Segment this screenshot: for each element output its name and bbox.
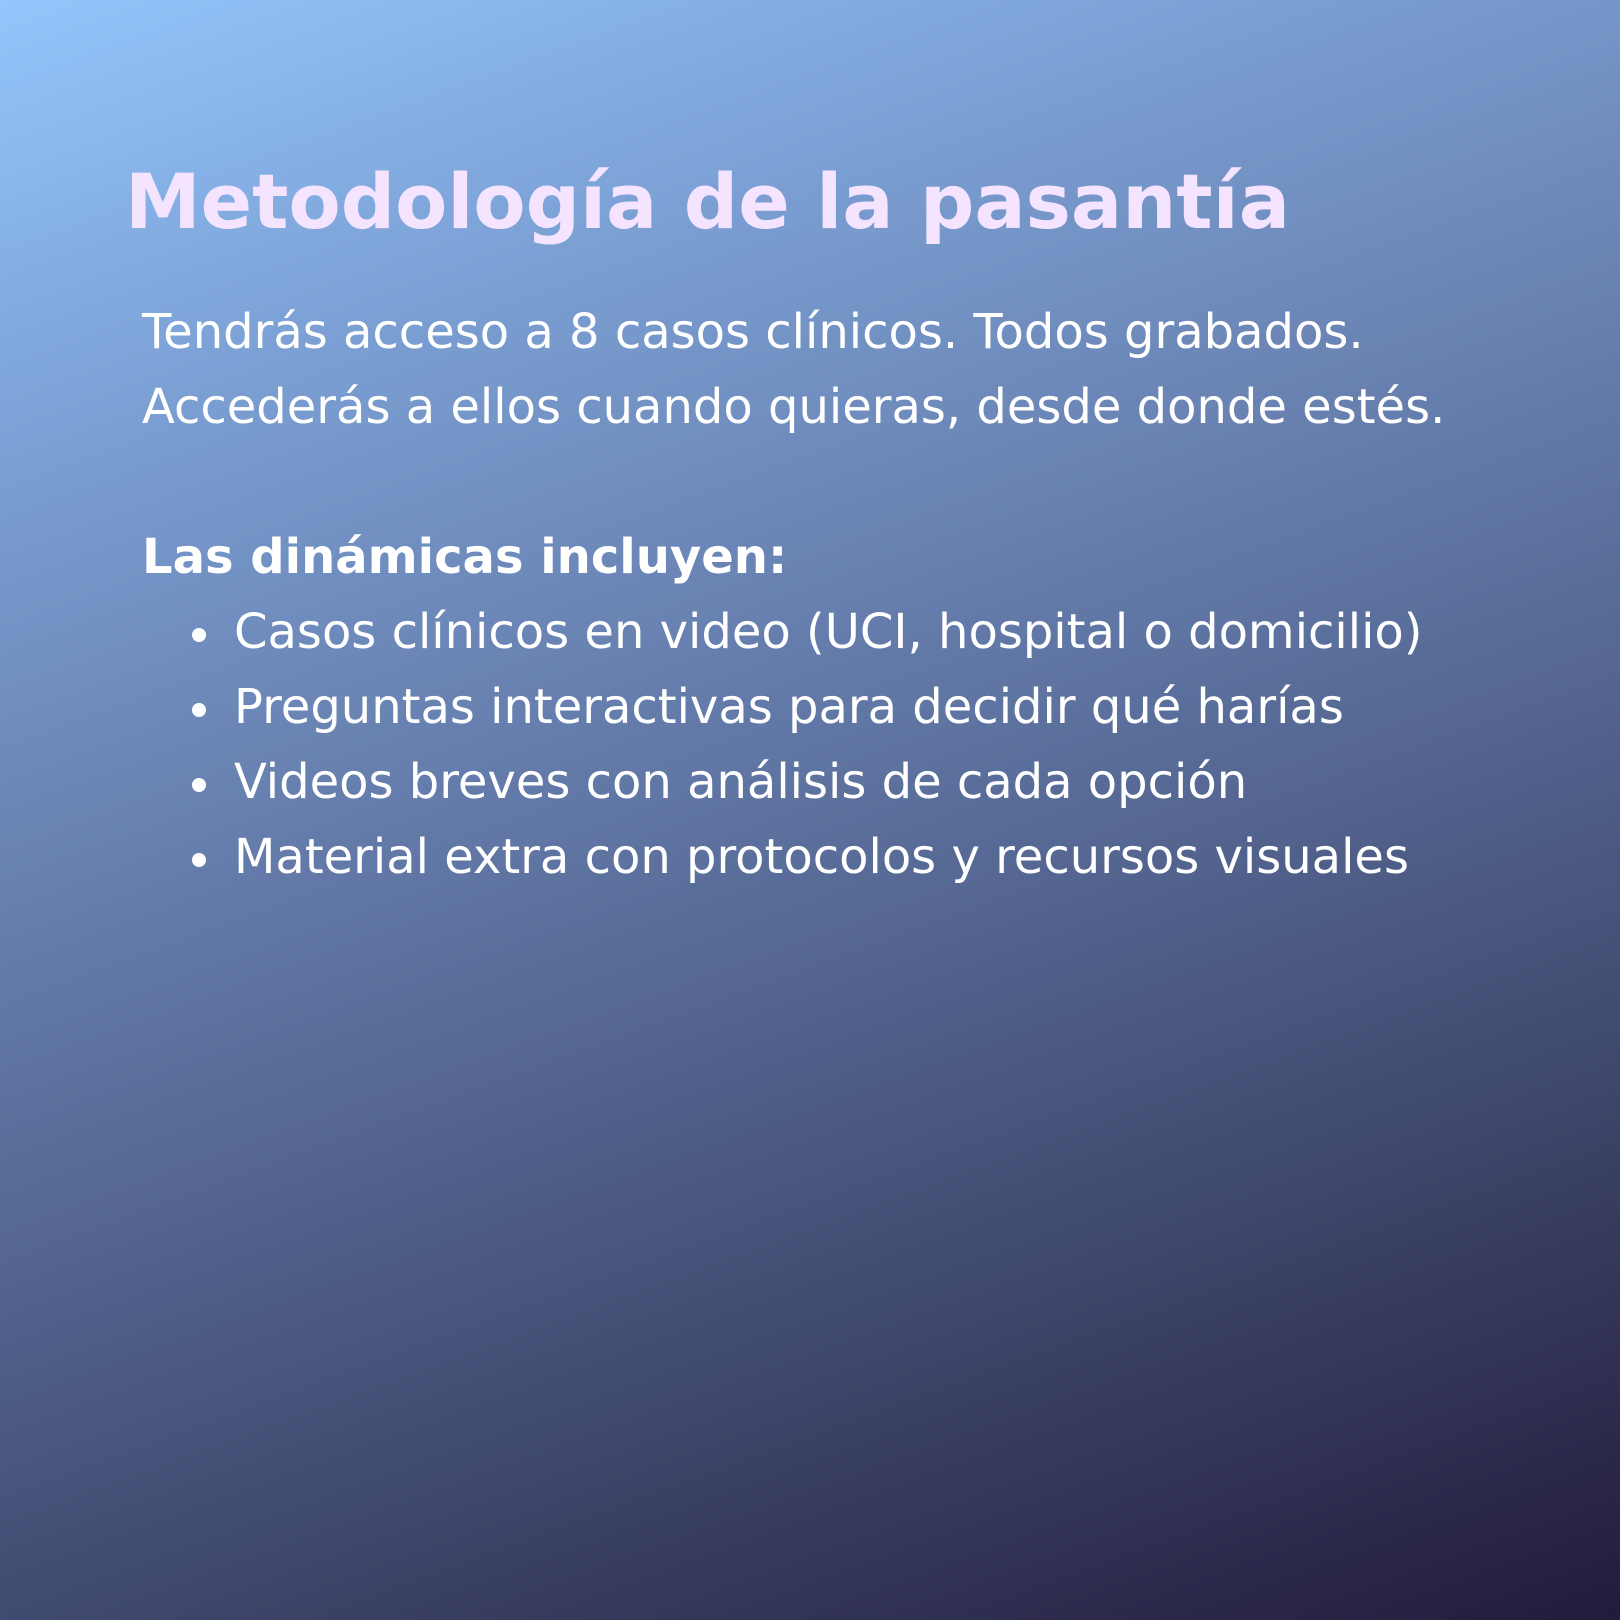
slide-content [142,295,1522,895]
list-item-text: Videos breves con análisis de cada opción [234,754,1248,810]
dynamics-list [142,595,1522,895]
list-item-text: Material extra con protocolos y recursos visuales [234,829,1409,885]
page-title: Metodología de la pasantía [125,157,1290,246]
bullet-icon [192,853,206,867]
list-item [142,820,1522,895]
paragraph-spacer [142,445,1522,520]
list-item-text: Casos clínicos en video (UCI, hospital o domicilio) [234,604,1423,660]
dynamics-heading: Las dinámicas incluyen: [142,529,788,585]
intro-paragraph: Tendrás acceso a 8 casos clínicos. Todos grabados. Accederás a ellos cuando quieras, desde donde estés. [142,304,1446,435]
list-item [142,595,1522,670]
list-item-text: Preguntas interactivas para decidir qué harías [234,679,1344,735]
bullet-icon [192,778,206,792]
list-item [142,745,1522,820]
list-item [142,670,1522,745]
bullet-icon [192,628,206,642]
bullet-icon [192,703,206,717]
